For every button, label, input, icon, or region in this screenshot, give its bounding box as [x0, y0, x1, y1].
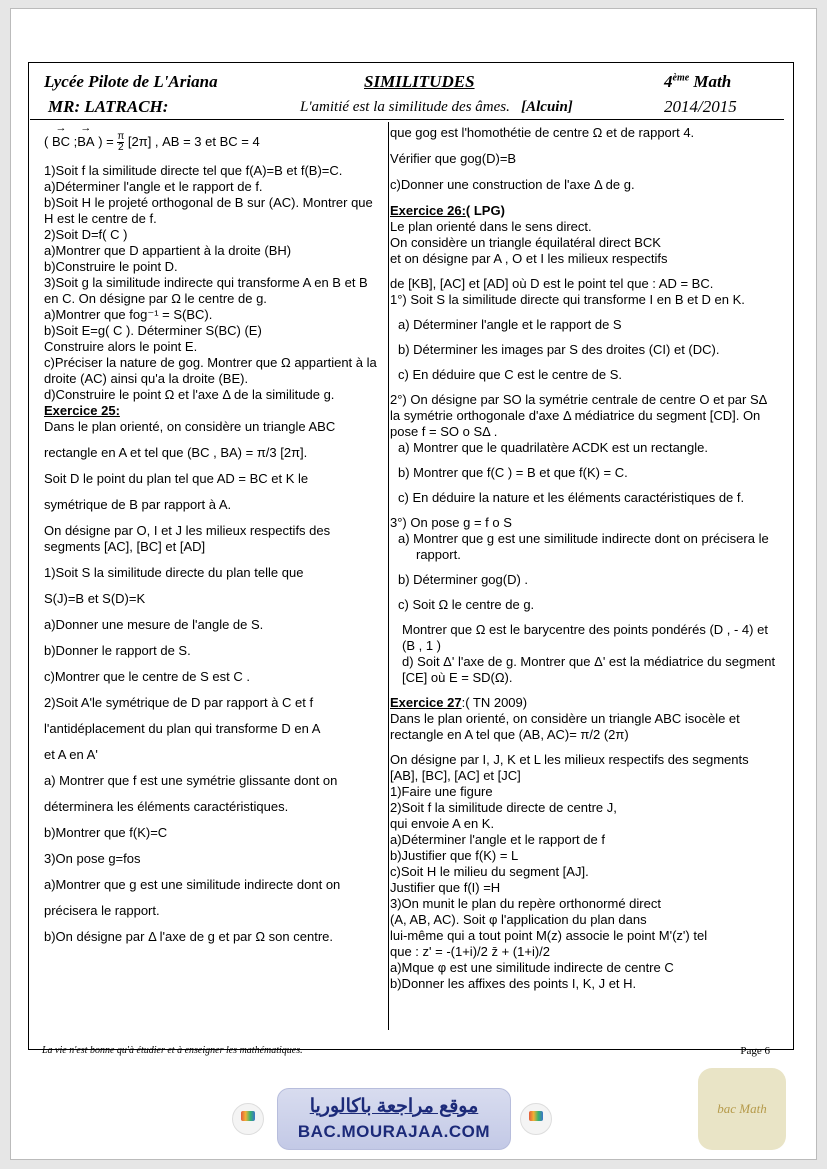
- teacher-name: MR: LATRACH:: [48, 97, 169, 116]
- ex25-q3c: c)Donner une construction de l'axe Δ de g.: [390, 177, 635, 192]
- ex25-angle: rectangle en A et tel que (BC , BA) = π/3 [2π].: [44, 445, 308, 460]
- exercise-26-title: Exercice 26:: [390, 203, 466, 218]
- ex25-q2b: b)Montrer que f(K)=C: [44, 825, 168, 840]
- ex27-q2c: c)Soit H le milieu du segment [AJ].: [390, 864, 589, 879]
- site-banner[interactable]: [277, 1088, 511, 1150]
- left-column: [44, 132, 382, 945]
- header-divider: [30, 119, 784, 120]
- ex27-q1: 1)Faire une figure: [390, 784, 493, 799]
- header-quote: L'amitié est la similitude des âmes. [Alcuin]: [300, 99, 573, 115]
- ex26-q2a: a) Montrer que le quadrilatère ACDK est un rectangle.: [398, 440, 709, 455]
- ex25-q2a-2: déterminera les éléments caractéristiques.: [44, 799, 289, 814]
- footer-motto: La vie n'est bonne qu'à étudier et à enseigner les mathématiques.: [42, 1045, 303, 1056]
- footer: [42, 1045, 778, 1056]
- ex26-q1c: c) En déduire que C est le centre de S.: [398, 367, 623, 382]
- question-1a: a)Déterminer l'angle et le rapport de f.: [44, 179, 263, 194]
- ex26-q3a: a) Montrer que g est une similitude indirecte dont on précisera le rapport.: [398, 531, 769, 562]
- left-logo-icon: [232, 1103, 264, 1135]
- ex26-intro: Le plan orienté dans le sens direct.: [390, 219, 592, 234]
- ex25-intro: Dans le plan orienté, on considère un triangle ABC: [44, 419, 336, 434]
- ex27-q3-formula: que : z' = -(1+i)/2 z̄ + (1+i)/2: [390, 944, 550, 959]
- exercise-27-source: :( TN 2009): [461, 695, 528, 710]
- ex27-q2: 2)Soit f la similitude directe de centre J,: [390, 800, 617, 815]
- ex26-point-d: de [KB], [AC] et [AD] où D est le point tel que : AD = BC.: [390, 276, 714, 291]
- question-2: 2)Soit D=f( C ): [44, 227, 128, 242]
- ex25-q3b: b)On désigne par Δ l'axe de g et par Ω son centre.: [44, 929, 333, 944]
- school-name: Lycée Pilote de L'Ariana: [44, 72, 218, 91]
- ex25-q2a: a) Montrer que f est une symétrie glissante dont on: [44, 773, 338, 788]
- ex27-q3: 3)On munit le plan du repère orthonormé direct: [390, 896, 661, 911]
- question-2b: b)Construire le point D.: [44, 259, 178, 274]
- ex25-verify: Vérifier que gog(D)=B: [390, 151, 517, 166]
- ex27-q3b: b)Donner les affixes des points I, K, J et H.: [390, 976, 637, 991]
- school-year: 2014/2015: [664, 97, 737, 116]
- ex25-q1a: a)Donner une mesure de l'angle de S.: [44, 617, 264, 632]
- banner-arabic-title: موقع مراجعة باكالوريا: [309, 1096, 479, 1117]
- ex26-q2c: c) En déduire la nature et les éléments caractéristiques de f.: [398, 490, 745, 505]
- ex26-q3d: d) Soit Δ' l'axe de g. Montrer que Δ' est la médiatrice du segment [CE] où E = SD(Ω).: [402, 654, 776, 685]
- ex26-q3: 3°) On pose g = f o S: [390, 515, 512, 530]
- ex26-q1: 1°) Soit S la similitude directe qui transforme I en B et D en K.: [390, 292, 745, 307]
- exercise-26-source: ( LPG): [465, 203, 505, 218]
- ex26-q1a: a) Déterminer l'angle et le rapport de S: [398, 317, 622, 332]
- ex25-q1b: b)Donner le rapport de S.: [44, 643, 191, 658]
- exercise-25-title: Exercice 25:: [44, 403, 120, 418]
- ex27-q2c-2: Justifier que f(I) =H: [390, 880, 501, 895]
- question-3b-construct: Construire alors le point E.: [44, 339, 198, 354]
- page-title: SIMILITUDES: [364, 72, 475, 91]
- ex26-q3b: b) Déterminer gog(D) .: [398, 572, 529, 587]
- header: [38, 70, 784, 122]
- ex27-midpoints: On désigne par I, J, K et L les milieux respectifs des segments [AB], [BC], [AC] et [JC]: [390, 752, 749, 783]
- ex25-point-k: symétrique de B par rapport à A.: [44, 497, 232, 512]
- bac-math-badge: bac Math: [698, 1068, 786, 1150]
- ex25-q3b-cont: que gog est l'homothétie de centre Ω et de rapport 4.: [390, 125, 695, 140]
- given-angle: ( → BC ;→ BA ) = $\frac{\pi}{2}$ [2π] , AB = 3 et BC = 4: [44, 132, 382, 153]
- level-label: 4ème Math: [664, 72, 732, 91]
- question-1b: b)Soit H le projeté orthogonal de B sur (AC). Montrer que H est le centre de f.: [44, 195, 373, 226]
- ex26-barycentre: Montrer que Ω est le barycentre des points pondérés (D , - 4) et (B , 1 ): [402, 622, 768, 653]
- right-column: [390, 125, 776, 992]
- ex25-q1c: c)Montrer que le centre de S est C .: [44, 669, 250, 684]
- ex27-q2a: a)Déterminer l'angle et le rapport de f: [390, 832, 605, 847]
- banner-site-url[interactable]: BAC.MOURAJAA.COM: [297, 1122, 491, 1141]
- ex26-q3c: c) Soit Ω le centre de g.: [398, 597, 535, 612]
- ex27-q3-frame: (A, AB, AC). Soit φ l'application du plan dans: [390, 912, 647, 927]
- ex25-point-d: Soit D le point du plan tel que AD = BC et K le: [44, 471, 309, 486]
- question-2a: a)Montrer que D appartient à la droite (BH): [44, 243, 292, 258]
- question-1: 1)Soit f la similitude directe tel que f(A)=B et f(B)=C.: [44, 163, 343, 178]
- question-3b: b)Soit E=g( C ). Déterminer S(BC) (E): [44, 323, 262, 338]
- ex25-q3: 3)On pose g=fos: [44, 851, 141, 866]
- ex26-q2: 2°) On désigne par SO la symétrie centrale de centre O et par SΔ la symétrie orthogonale d'axe Δ médiatrice du segment [CD]. On pose f = SO o SΔ .: [390, 392, 767, 439]
- question-3d: d)Construire le point Ω et l'axe Δ de la similitude g.: [44, 387, 335, 402]
- question-3: 3)Soit g la similitude indirecte qui transforme A en B et B en C. On désigne par Ω le centre de g.: [44, 275, 368, 306]
- ex25-q2: 2)Soit A'le symétrique de D par rapport à C et f: [44, 695, 314, 710]
- ex25-q2-f: l'antidéplacement du plan qui transforme D en A: [44, 721, 321, 736]
- ex27-q3a: a)Mque φ est une similitude indirecte de centre C: [390, 960, 674, 975]
- ex27-q2-cont: qui envoie A en K.: [390, 816, 495, 831]
- ex25-midpoints: On désigne par O, I et J les milieux respectifs des: [44, 523, 331, 538]
- exercise-27-title: Exercice 27: [390, 695, 462, 710]
- right-logo-icon: [520, 1103, 552, 1135]
- ex26-q1b: b) Déterminer les images par S des droites (CI) et (DC).: [398, 342, 720, 357]
- ex27-q3-map: lui-même qui a tout point M(z) associe le point M'(z') tel: [390, 928, 708, 943]
- ex27-q2b: b)Justifier que f(K) = L: [390, 848, 519, 863]
- ex25-q2-f2: et A en A': [44, 747, 98, 762]
- ex25-q3a: a)Montrer que g est une similitude indirecte dont on: [44, 877, 341, 892]
- question-3a: a)Montrer que fog⁻¹ = S(BC).: [44, 307, 213, 322]
- ex25-q1-cond: S(J)=B et S(D)=K: [44, 591, 146, 606]
- question-3c: c)Préciser la nature de gog. Montrer que Ω appartient à la droite (AC) ainsi qu'a la droite (BE).: [44, 355, 377, 386]
- column-divider: [388, 122, 389, 1030]
- ex25-q3a-2: précisera le rapport.: [44, 903, 160, 918]
- ex25-q1: 1)Soit S la similitude directe du plan telle que: [44, 565, 304, 580]
- ex27-intro: Dans le plan orienté, on considère un triangle ABC isocèle et rectangle en A tel que (AB, AC)= π/2 (2π): [390, 711, 740, 742]
- ex26-triangle: On considère un triangle équilatéral direct BCK: [390, 235, 661, 250]
- ex25-segments: segments [AC], [BC] et [AD]: [44, 539, 206, 554]
- page-number: Page 6: [740, 1045, 770, 1057]
- ex26-q2b: b) Montrer que f(C ) = B et que f(K) = C.: [398, 465, 628, 480]
- ex26-midpoints: et on désigne par A , O et I les milieux respectifs: [390, 251, 668, 266]
